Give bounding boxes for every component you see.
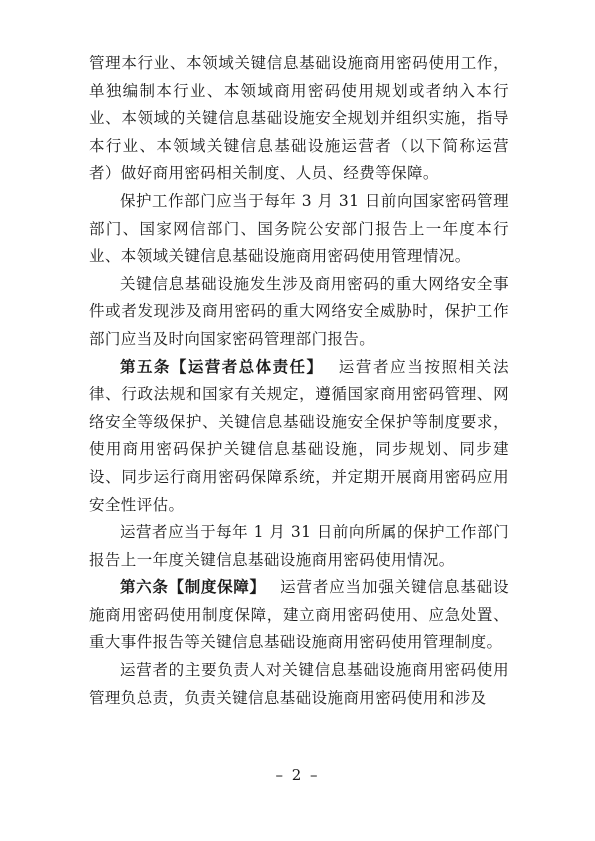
- paragraph-text: 运营者应当于每年 1 月 31 日前向所属的保护工作部门报告上一年度关键信息基础设施商用密码使用情况。: [89, 523, 509, 569]
- page-number: – 2 –: [275, 766, 320, 784]
- paragraph-operator-report: [89, 519, 509, 574]
- article-6-text: 运营者应当加强关键信息基础设施商用密码使用制度保障，建立商用密码使用、应急处置、重大事件报告等关键信息基础设施商用密码使用管理制度。: [89, 578, 509, 652]
- article-6-heading: 第六条【制度保障】: [120, 578, 266, 597]
- paragraph-responsibility: [89, 657, 509, 712]
- paragraph-text: 运营者的主要负责人对关键信息基础设施商用密码使用管理负总责，负责关键信息基础设施商用密码使用和涉及: [89, 661, 509, 707]
- paragraph-text: 保护工作部门应当于每年 3 月 31 日前向国家密码管理部门、国家网信部门、国务院公安部门报告上一年度本行业、本领域关键信息基础设施商用密码使用管理情况。: [89, 191, 509, 266]
- article-6: [89, 574, 509, 657]
- paragraph-incident-report: [89, 271, 509, 354]
- paragraph-report-deadline: [89, 188, 509, 271]
- paragraph-text: 管理本行业、本领域关键信息基础设施商用密码使用工作，单独编制本行业、本领域商用密码使用规划或者纳入本行业、本领域的关键信息基础设施安全规划并组织实施，指导本行业、本领域关键信息基础设施运营者（以下简称运营者）做好商用密码相关制度、人员、经费等保障。: [89, 54, 509, 183]
- article-5: [89, 354, 509, 520]
- article-5-text: 运营者应当按照相关法律、行政法规和国家有关规定，遵循国家商用密码管理、网络安全等级保护、关键信息基础设施安全保护等制度要求，使用商用密码保护关键信息基础设施，同步规划、同步建设、同步运行商用密码保障系统，并定期开展商用密码应用安全性评估。: [89, 357, 509, 514]
- document-body: [89, 50, 509, 712]
- article-5-heading: 第五条【运营者总体责任】: [120, 357, 324, 376]
- paragraph-text: 关键信息基础设施发生涉及商用密码的重大网络安全事件或者发现涉及商用密码的重大网络安全威胁时，保护工作部门应当及时向国家密码管理部门报告。: [89, 274, 509, 348]
- paragraph-continuation: [89, 50, 509, 188]
